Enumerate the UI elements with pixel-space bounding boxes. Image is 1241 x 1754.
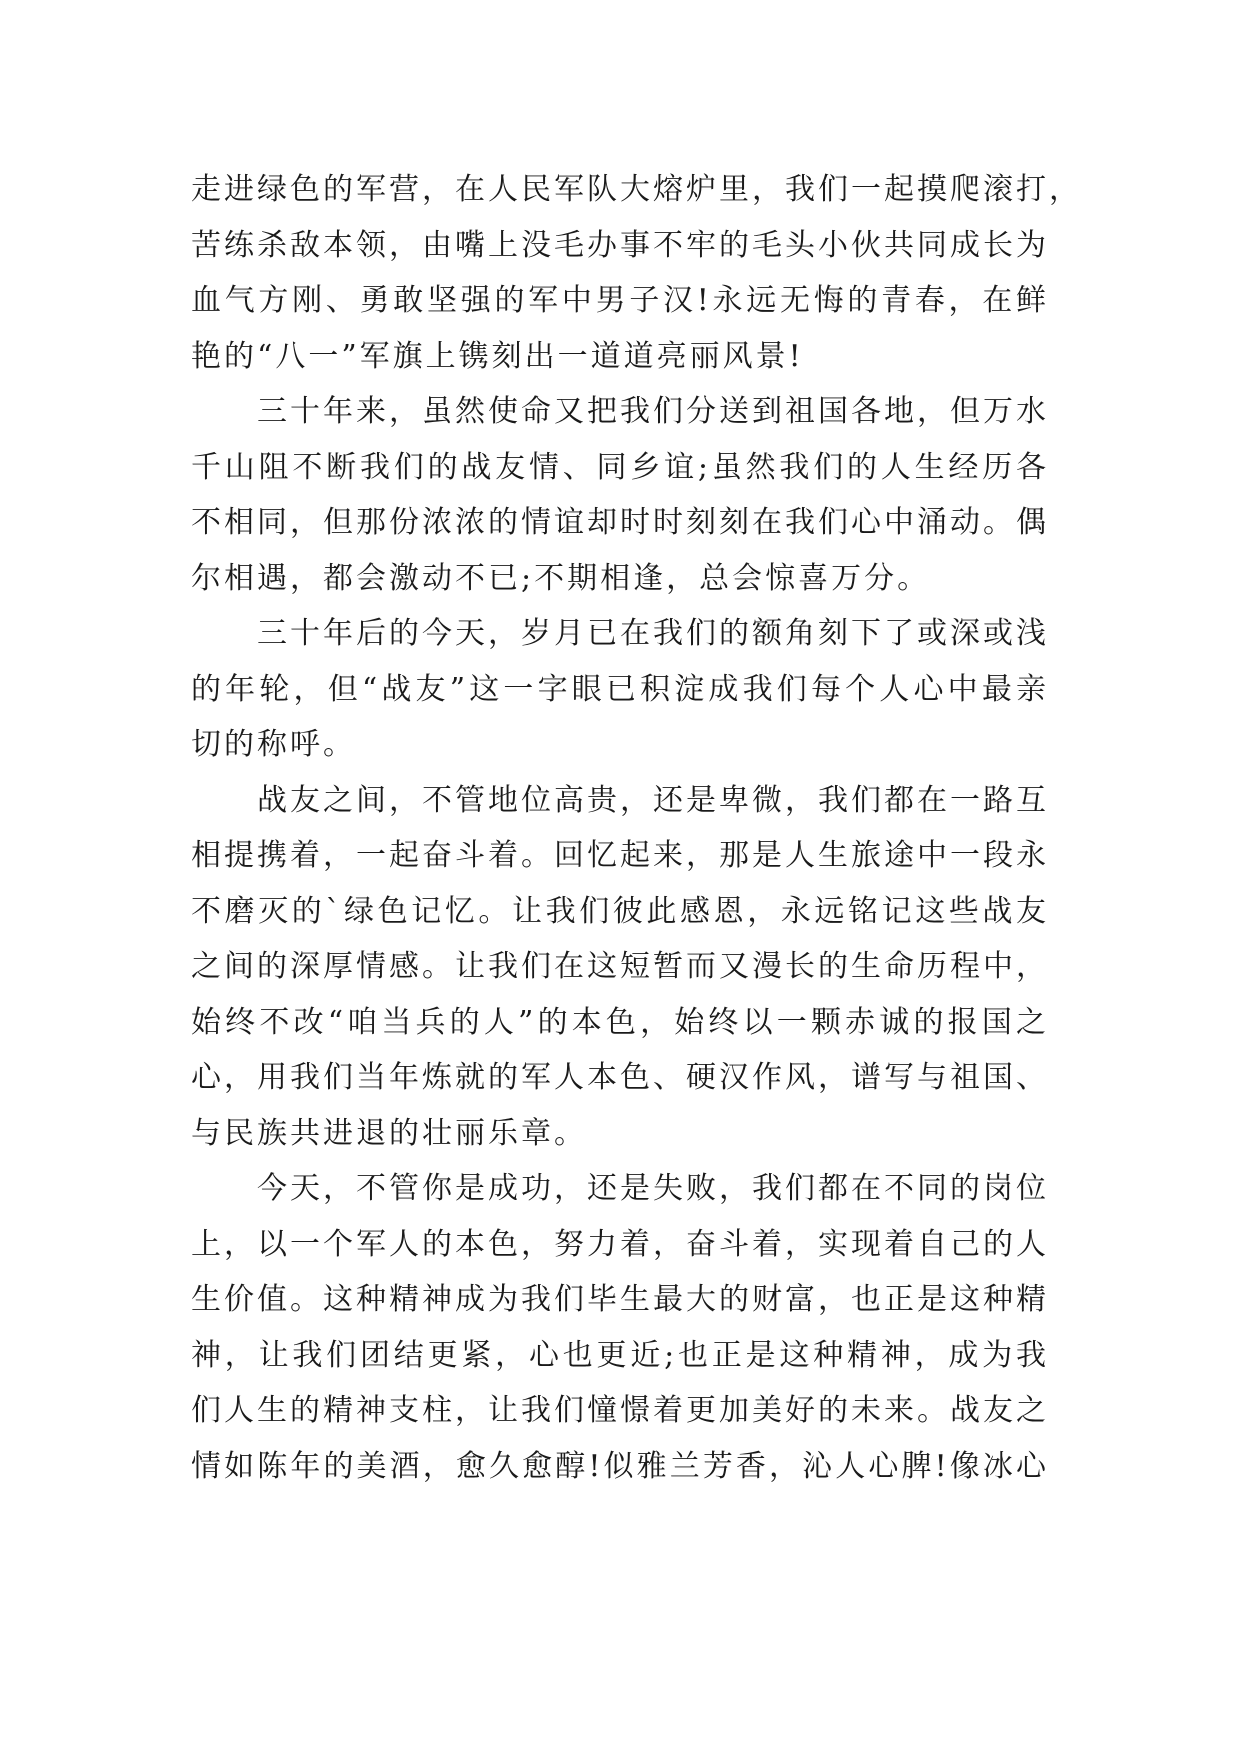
paragraph-3-line-3: 切的称呼。: [191, 727, 356, 762]
paragraph-4-line-3: 不磨灭的`绿色记忆。让我们彼此感恩，永远铭记这些战友: [191, 893, 1049, 929]
paragraph-1-line-2: 苦练杀敌本领，由嘴上没毛办事不牢的毛头小伙共同成长为: [191, 227, 1049, 263]
paragraph-2-line-3: 不相同，但那份浓浓的情谊却时时刻刻在我们心中涌动。偶: [191, 505, 1049, 540]
paragraph-5-line-4: 神，让我们团结更紧，心也更近;也正是这种精神，成为我: [191, 1337, 1049, 1373]
paragraph-5-line-1: 今天，不管你是成功，还是失败，我们都在不同的岗位: [257, 1171, 1049, 1206]
paragraph-4-line-7: 与民族共进退的壮丽乐章。: [191, 1115, 587, 1151]
paragraph-3-line-2: 的年轮，但“战友”这一字眼已积淀成我们每个人心中最亲: [191, 671, 1049, 707]
paragraph-2-line-2: 千山阻不断我们的战友情、同乡谊;虽然我们的人生经历各: [191, 449, 1049, 485]
paragraph-1-line-1: 走进绿色的军营，在人民军队大熔炉里，我们一起摸爬滚打，: [191, 172, 1082, 207]
document-body: [191, 162, 1082, 1494]
paragraph-2-line-1: 三十年来，虽然使命又把我们分送到祖国各地，但万水: [257, 394, 1049, 429]
paragraph-3-line-1: 三十年后的今天，岁月已在我们的额角刻下了或深或浅: [257, 616, 1049, 651]
paragraph-4-line-1: 战友之间，不管地位高贵，还是卑微，我们都在一路互: [257, 782, 1049, 818]
paragraph-4-line-4: 之间的深厚情感。让我们在这短暂而又漫长的生命历程中，: [191, 949, 1049, 984]
paragraph-1-line-3: 血气方刚、勇敢坚强的军中男子汉!永远无悔的青春，在鲜: [191, 283, 1049, 318]
paragraph-4-line-6: 心，用我们当年炼就的军人本色、硬汉作风，谱写与祖国、: [191, 1060, 1049, 1095]
paragraph-5-line-2: 上，以一个军人的本色，努力着，奋斗着，实现着自己的人: [191, 1226, 1049, 1262]
paragraph-5-line-3: 生价值。这种精神成为我们毕生最大的财富，也正是这种精: [191, 1282, 1049, 1317]
paragraph-4-line-5: 始终不改“咱当兵的人”的本色，始终以一颗赤诚的报国之: [191, 1004, 1049, 1040]
paragraph-2-line-4: 尔相遇，都会激动不已;不期相逢，总会惊喜万分。: [191, 560, 931, 596]
paragraph-4-line-2: 相提携着，一起奋斗着。回忆起来，那是人生旅途中一段永: [191, 838, 1049, 873]
paragraph-5-line-5: 们人生的精神支柱，让我们憧憬着更加美好的未来。战友之: [191, 1393, 1049, 1428]
paragraph-1-line-4: 艳的“八一”军旗上镌刻出一道道亮丽风景!: [191, 338, 804, 374]
paragraph-5-line-6: 情如陈年的美酒，愈久愈醇!似雅兰芳香，沁人心脾!像冰心: [191, 1448, 1049, 1484]
